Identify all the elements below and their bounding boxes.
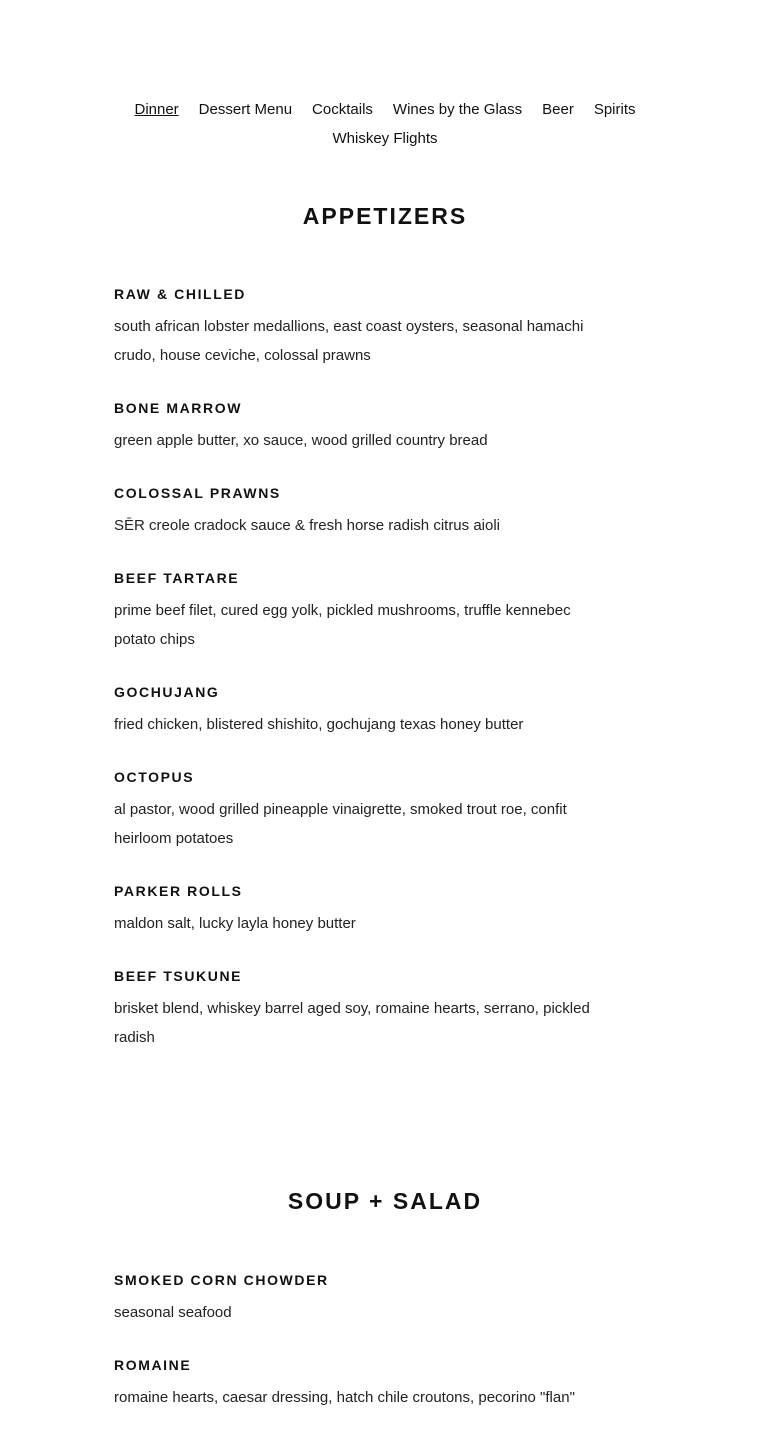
nav-link-beer[interactable]: Beer (542, 101, 574, 118)
menu-item (114, 1355, 614, 1412)
menu-nav (0, 95, 770, 153)
appetizers-list (114, 284, 614, 1080)
menu-item (114, 568, 614, 654)
menu-nav-row-2 (0, 124, 770, 153)
nav-link-cocktails[interactable]: Cocktails (312, 101, 373, 118)
menu-item (114, 483, 614, 540)
menu-item (114, 966, 614, 1052)
menu-item-name: OCTOPUS (114, 769, 195, 785)
soup-salad-list (114, 1270, 614, 1440)
menu-item-name: BEEF TSUKUNE (114, 968, 243, 984)
menu-item-description: prime beef filet, cured egg yolk, pickled mushrooms, truffle kennebec potato chips (114, 602, 571, 648)
menu-item-description: SĒR creole cradock sauce & fresh horse radish citrus aioli (114, 517, 501, 534)
menu-item-description: south african lobster medallions, east coast oysters, seasonal hamachi crudo, house ceviche, colossal prawns (114, 318, 584, 364)
menu-nav-row-1 (0, 95, 770, 124)
menu-item (114, 682, 614, 739)
soup-salad-heading: SOUP + SALAD (287, 1188, 483, 1214)
nav-link-whiskey-flights[interactable]: Whiskey Flights (332, 130, 438, 147)
menu-item (114, 1270, 614, 1327)
menu-item-description: fried chicken, blistered shishito, gochujang texas honey butter (114, 716, 524, 733)
appetizers-heading: APPETIZERS (302, 203, 468, 229)
menu-item (114, 398, 614, 455)
menu-item-name: PARKER ROLLS (114, 883, 243, 899)
nav-link-spirits[interactable]: Spirits (593, 101, 636, 118)
menu-item-name: ROMAINE (114, 1357, 192, 1373)
menu-item-name: RAW & CHILLED (114, 286, 247, 302)
menu-item-description: brisket blend, whiskey barrel aged soy, romaine hearts, serrano, pickled radish (114, 1000, 590, 1046)
menu-item-name: SMOKED CORN CHOWDER (114, 1272, 329, 1288)
nav-link-dinner[interactable]: Dinner (134, 101, 179, 118)
menu-item-description: green apple butter, xo sauce, wood grilled country bread (114, 432, 488, 449)
menu-item (114, 881, 614, 938)
menu-item-name: BEEF TARTARE (114, 570, 240, 586)
menu-item (114, 767, 614, 853)
menu-item-description: maldon salt, lucky layla honey butter (114, 915, 356, 932)
menu-item-name: GOCHUJANG (114, 684, 220, 700)
menu-item-description: al pastor, wood grilled pineapple vinaigrette, smoked trout roe, confit heirloom potatoes (114, 801, 567, 847)
menu-item-name: BONE MARROW (114, 400, 243, 416)
menu-item (114, 284, 614, 370)
menu-item-name: COLOSSAL PRAWNS (114, 485, 281, 501)
menu-item-description: seasonal seafood (114, 1304, 232, 1321)
menu-item-description: romaine hearts, caesar dressing, hatch chile croutons, pecorino "flan" (114, 1389, 575, 1406)
nav-link-dessert-menu[interactable]: Dessert Menu (198, 101, 293, 118)
nav-link-wines-by-the-glass[interactable]: Wines by the Glass (392, 101, 523, 118)
